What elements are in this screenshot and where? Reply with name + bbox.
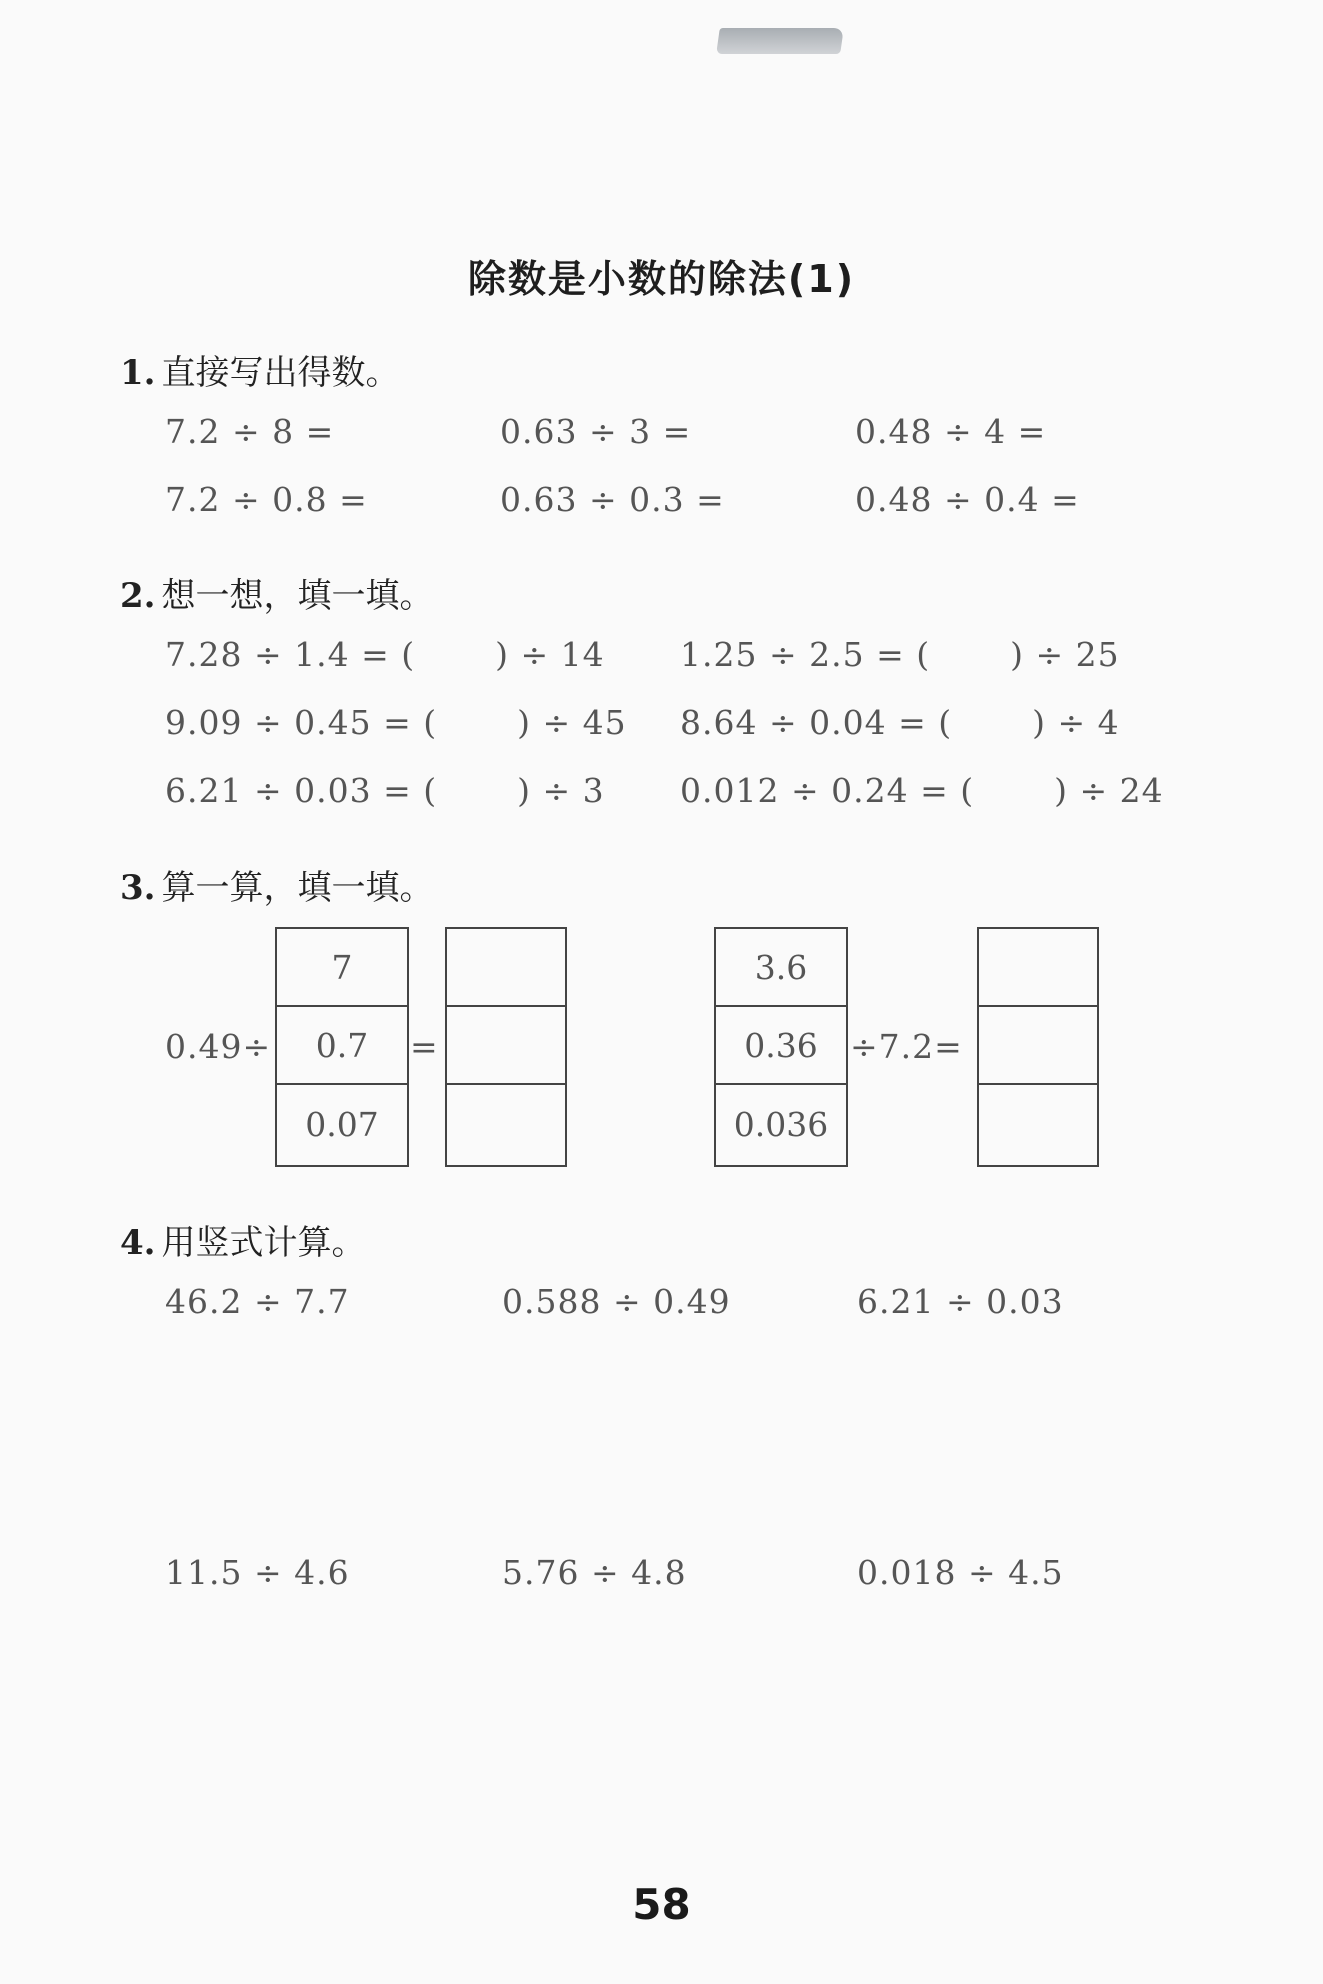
problem-1-4: 7.2 ÷ 0.8 =	[165, 480, 368, 519]
vertical-problem-5: 5.76 ÷ 4.8	[502, 1553, 687, 1592]
divisor-cell: 0.7	[277, 1007, 407, 1085]
section-number: 3.	[120, 868, 156, 908]
section-number: 4.	[120, 1223, 156, 1263]
page-title: 除数是小数的除法(1)	[467, 257, 856, 301]
vertical-problem-1: 46.2 ÷ 7.7	[165, 1282, 350, 1321]
problem-1-1: 7.2 ÷ 8 =	[165, 412, 335, 451]
vertical-problem-3: 6.21 ÷ 0.03	[857, 1282, 1064, 1321]
section-3-heading	[120, 860, 434, 909]
group-a-divisor-column	[275, 927, 409, 1167]
answer-cell[interactable]	[447, 929, 565, 1007]
group-b-suffix: ÷7.2=	[850, 1027, 963, 1066]
answer-cell[interactable]	[447, 1085, 565, 1163]
section-title: 直接写出得数。	[161, 353, 400, 393]
problem-1-2: 0.63 ÷ 3 =	[500, 412, 692, 451]
vertical-problem-2: 0.588 ÷ 0.49	[502, 1282, 731, 1321]
section-2-heading	[120, 568, 434, 617]
problem-1-3: 0.48 ÷ 4 =	[855, 412, 1047, 451]
group-a-answer-column	[445, 927, 567, 1167]
section-title: 用竖式计算。	[161, 1223, 366, 1263]
section-number: 1.	[120, 353, 156, 393]
fill-problem-1: 7.28 ÷ 1.4 = ( ) ÷ 14	[165, 635, 605, 674]
section-1-heading	[120, 345, 400, 394]
section-4-heading	[120, 1215, 366, 1264]
scan-artifact	[716, 28, 844, 54]
answer-cell[interactable]	[447, 1007, 565, 1085]
answer-cell[interactable]	[979, 929, 1097, 1007]
answer-cell[interactable]	[979, 1085, 1097, 1163]
dividend-cell: 3.6	[716, 929, 846, 1007]
group-b-dividend-column	[714, 927, 848, 1167]
answer-cell[interactable]	[979, 1007, 1097, 1085]
group-a-prefix: 0.49÷	[165, 1027, 272, 1066]
problem-1-5: 0.63 ÷ 0.3 =	[500, 480, 725, 519]
divisor-cell: 0.07	[305, 1104, 379, 1144]
group-a-equals: =	[410, 1027, 439, 1066]
fill-problem-4: 8.64 ÷ 0.04 = ( ) ÷ 4	[680, 703, 1120, 742]
section-number: 2.	[120, 576, 156, 616]
fill-problem-3: 9.09 ÷ 0.45 = ( ) ÷ 45	[165, 703, 627, 742]
vertical-problem-6: 0.018 ÷ 4.5	[857, 1553, 1064, 1592]
section-title: 想一想，填一填。	[161, 576, 434, 616]
group-b-answer-column	[977, 927, 1099, 1167]
page-number: 58	[632, 1880, 691, 1929]
fill-problem-6: 0.012 ÷ 0.24 = ( ) ÷ 24	[680, 771, 1164, 810]
fill-problem-5: 6.21 ÷ 0.03 = ( ) ÷ 3	[165, 771, 605, 810]
dividend-cell: 0.36	[716, 1007, 846, 1085]
vertical-problem-4: 11.5 ÷ 4.6	[165, 1553, 350, 1592]
section-title: 算一算，填一填。	[161, 868, 434, 908]
problem-1-6: 0.48 ÷ 0.4 =	[855, 480, 1080, 519]
divisor-cell: 7	[277, 929, 407, 1007]
fill-problem-2: 1.25 ÷ 2.5 = ( ) ÷ 25	[680, 635, 1120, 674]
dividend-cell: 0.036	[733, 1104, 829, 1144]
